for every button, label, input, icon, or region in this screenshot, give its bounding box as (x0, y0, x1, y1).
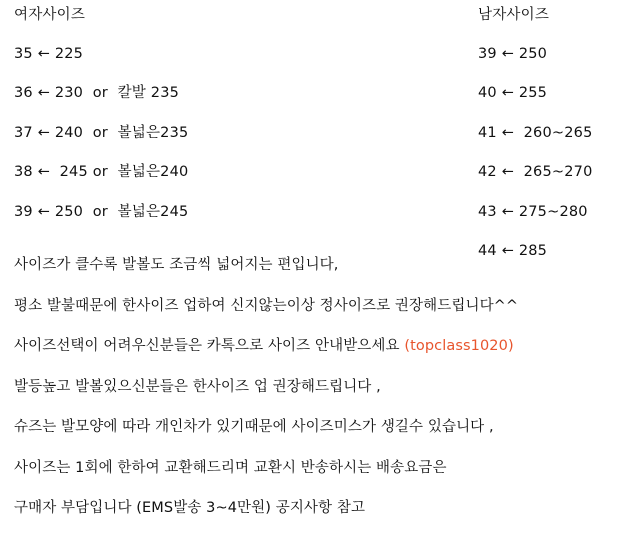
note-line: 사이즈가 클수록 발볼도 조금씩 넓어지는 편입니다, (14, 257, 339, 273)
note-line: 평소 발불때문에 한사이즈 업하여 신지않는이상 정사이즈로 권장해드립니다^^ (14, 297, 519, 314)
note-line: 구매자 부담입니다 (EMS발송 3~4만원) 공지사항 참고 (14, 500, 366, 516)
kakao-note-text: 사이즈선택이 어려우신분들은 카톡으로 사이즈 안내받으세요 (14, 338, 405, 354)
kakao-id: (topclass1020) (404, 338, 514, 354)
women-size-row: 37 ← 240 or 볼넓은235 (14, 124, 189, 141)
men-size-heading: 남자사이즈 (478, 7, 550, 23)
men-size-column (478, 8, 636, 284)
men-size-row: 43 ← 275~280 (478, 203, 588, 220)
women-size-row: 36 ← 230 or 칼발 235 (14, 85, 180, 101)
men-size-row: 39 ← 250 (478, 45, 548, 62)
note-line: 사이즈는 1회에 한하여 교환해드리며 교환시 반송하시는 배송요금은 (14, 459, 447, 476)
size-notes (14, 258, 626, 516)
women-size-row: 35 ← 225 (14, 45, 84, 62)
men-size-row: 42 ← 265~270 (478, 164, 593, 180)
women-size-column (14, 8, 454, 244)
women-size-row: 39 ← 250 or 볼넓은245 (14, 203, 189, 220)
men-size-row: 41 ← 260~265 (478, 124, 593, 141)
women-size-row: 38 ← 245 or 볼넓은240 (14, 164, 189, 180)
kakao-note-line (14, 339, 626, 354)
note-line: 슈즈는 발모양에 따라 개인차가 있기때문에 사이즈미스가 생길수 있습니다 , (14, 419, 494, 435)
note-line: 발등높고 발볼있으신분들은 한사이즈 업 권장해드립니다 , (14, 378, 381, 395)
women-size-heading: 여자사이즈 (14, 7, 86, 23)
men-size-row: 40 ← 255 (478, 85, 548, 101)
men-size-row: 44 ← 285 (478, 243, 548, 259)
